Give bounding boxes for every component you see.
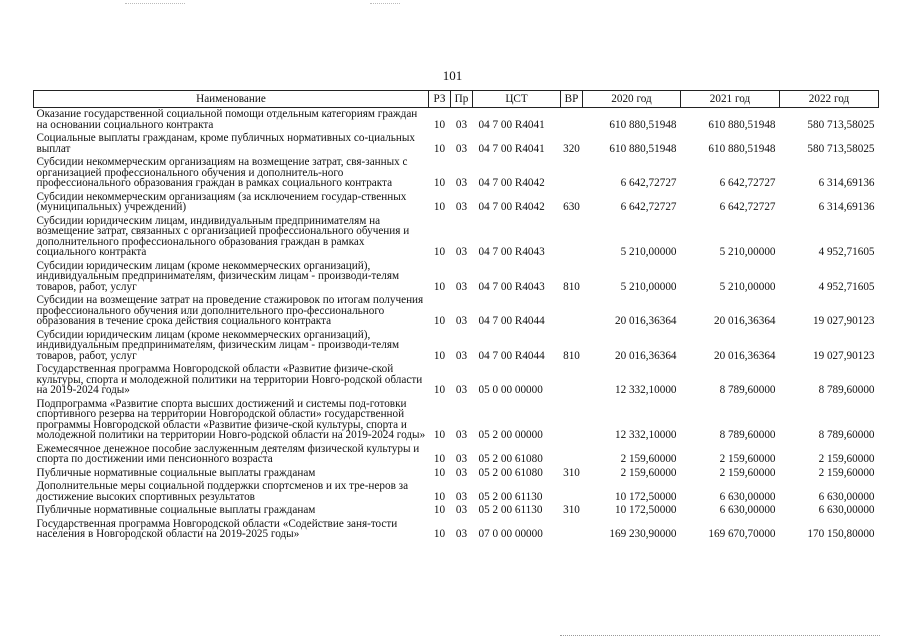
cell-pr: 03 xyxy=(455,528,468,540)
cell-name: Государственная программа Новгородской области «Содействие заня-тости населения в Новгородской области на 2019-2025 годы» xyxy=(36,517,398,540)
cell-vr xyxy=(561,108,583,133)
cell-2022: 6 314,69136 xyxy=(818,201,875,213)
cell-name: Оказание государственной социальной помощи отдельным категориям граждан на основании социального контракта xyxy=(36,108,418,131)
cell-2021: 6 642,72727 xyxy=(719,177,776,189)
cell-rz: 10 xyxy=(433,466,446,479)
cell-2022: 6 630,00000 xyxy=(818,490,875,503)
cell-rz: 10 xyxy=(433,349,446,362)
cell-pr: 03 xyxy=(455,384,468,396)
cell-rz: 10 xyxy=(433,118,446,131)
budget-table-container xyxy=(33,90,878,542)
cell-name: Ежемесячное денежное пособие заслуженным деятелям физической культуры и спорта по достижении ими пенсионного возраста xyxy=(36,442,420,465)
cell-2021: 610 880,51948 xyxy=(708,118,776,131)
cell-vr xyxy=(561,363,583,398)
cell-vr xyxy=(561,215,583,260)
cell-2021: 6 630,00000 xyxy=(719,504,776,516)
cell-rz: 10 xyxy=(433,504,446,516)
cell-rz: 10 xyxy=(433,177,446,189)
cell-name: Дополнительные меры социальной поддержки спортсменов и их тре-неров за достижение высоких спортивных результатов xyxy=(36,480,409,503)
cell-2022: 19 027,90123 xyxy=(812,349,875,362)
scan-artifact xyxy=(560,634,880,636)
cell-vr: 310 xyxy=(563,466,580,479)
cell-name: Государственная программа Новгородской области «Развитие физиче-ской культуры, спорта и молодежной политики на территории Новго-родской области на 2019-2024 годы» xyxy=(36,363,423,396)
cell-vr xyxy=(561,518,583,542)
cell-cst: 05 2 00 61080 xyxy=(478,466,543,479)
cell-vr: 630 xyxy=(563,201,580,213)
cell-2022: 170 150,80000 xyxy=(807,528,875,540)
cell-2020: 6 642,72727 xyxy=(620,177,677,189)
cell-2020: 169 230,90000 xyxy=(609,528,677,540)
table-row xyxy=(34,398,879,443)
cell-name: Публичные нормативные социальные выплаты гражданам xyxy=(36,466,316,479)
cell-pr: 03 xyxy=(455,246,468,258)
cell-rz: 10 xyxy=(433,490,446,503)
cell-2020: 5 210,00000 xyxy=(620,246,677,258)
table-row xyxy=(34,443,879,467)
table-row xyxy=(34,260,879,295)
cell-vr xyxy=(561,398,583,443)
cell-2022: 8 789,60000 xyxy=(818,384,875,396)
cell-vr xyxy=(561,156,583,191)
cell-pr: 03 xyxy=(455,142,468,155)
cell-2022: 580 713,58025 xyxy=(807,118,875,131)
cell-2020: 10 172,50000 xyxy=(614,504,677,516)
cell-rz: 10 xyxy=(433,384,446,396)
cell-cst: 05 2 00 00000 xyxy=(478,429,543,441)
table-row xyxy=(34,294,879,329)
cell-vr xyxy=(561,443,583,467)
cell-rz: 10 xyxy=(433,429,446,441)
scan-artifact xyxy=(125,2,185,4)
cell-vr: 310 xyxy=(563,504,580,516)
header-cst: ЦСТ xyxy=(473,91,561,108)
cell-rz: 10 xyxy=(433,280,446,293)
cell-2021: 6 642,72727 xyxy=(719,201,776,213)
table-row xyxy=(34,108,879,133)
cell-vr: 320 xyxy=(563,142,580,155)
header-pr: Пр xyxy=(451,91,473,108)
header-rz: РЗ xyxy=(429,91,451,108)
table-row xyxy=(34,467,879,481)
table-row xyxy=(34,504,879,518)
cell-vr xyxy=(561,294,583,329)
table-body xyxy=(34,108,879,542)
cell-cst: 05 0 00 00000 xyxy=(478,384,543,396)
header-2022: 2022 год xyxy=(780,91,879,108)
cell-rz: 10 xyxy=(433,201,446,213)
cell-name: Субсидии юридическим лицам, индивидуальным предпринимателям на возмещение затрат, связанных с организацией профессионального обучения и дополнительного профессионального образования граждан в рамках социального контракта xyxy=(36,214,410,258)
cell-pr: 03 xyxy=(455,466,468,479)
cell-pr: 03 xyxy=(455,315,468,327)
cell-cst: 04 7 00 R4041 xyxy=(478,142,545,155)
cell-rz: 10 xyxy=(433,453,446,465)
cell-2022: 19 027,90123 xyxy=(812,315,875,327)
cell-vr xyxy=(561,480,583,504)
cell-2022: 6 314,69136 xyxy=(818,177,875,189)
page-number: 101 xyxy=(442,68,463,83)
cell-2020: 2 159,60000 xyxy=(620,466,677,479)
table-row xyxy=(34,363,879,398)
cell-2022: 8 789,60000 xyxy=(818,429,875,441)
header-2021: 2021 год xyxy=(681,91,780,108)
cell-2020: 20 016,36364 xyxy=(614,315,677,327)
cell-cst: 05 2 00 61130 xyxy=(478,504,543,516)
table-row xyxy=(34,480,879,504)
cell-cst: 04 7 00 R4043 xyxy=(478,280,545,293)
table-header-row xyxy=(34,91,879,108)
cell-2021: 5 210,00000 xyxy=(719,280,776,293)
cell-2020: 6 642,72727 xyxy=(620,201,677,213)
cell-2022: 580 713,58025 xyxy=(807,142,875,155)
table-row xyxy=(34,215,879,260)
cell-cst: 04 7 00 R4042 xyxy=(478,201,545,213)
header-vr: ВР xyxy=(561,91,583,108)
cell-2021: 6 630,00000 xyxy=(719,490,776,503)
cell-pr: 03 xyxy=(455,349,468,362)
cell-name: Субсидии некоммерческим организациям (за исключением государ-ственных (муниципальных) учреждений) xyxy=(36,190,407,213)
cell-2022: 2 159,60000 xyxy=(818,466,875,479)
cell-2020: 10 172,50000 xyxy=(614,490,677,503)
header-name: Наименование xyxy=(34,91,429,108)
cell-cst: 04 7 00 R4041 xyxy=(478,118,545,131)
cell-2020: 12 332,10000 xyxy=(614,384,677,396)
cell-2020: 5 210,00000 xyxy=(620,280,677,293)
cell-rz: 10 xyxy=(433,142,446,155)
cell-rz: 10 xyxy=(433,528,446,540)
cell-rz: 10 xyxy=(433,246,446,258)
cell-2021: 2 159,60000 xyxy=(719,466,776,479)
cell-pr: 03 xyxy=(455,490,468,503)
cell-name: Публичные нормативные социальные выплаты гражданам xyxy=(36,504,316,516)
cell-2021: 5 210,00000 xyxy=(719,246,776,258)
cell-cst: 07 0 00 00000 xyxy=(478,528,543,540)
cell-pr: 03 xyxy=(455,177,468,189)
cell-pr: 03 xyxy=(455,201,468,213)
cell-name: Субсидии на возмещение затрат на проведение стажировок по итогам получения профессионального обучения или дополнительного про-фессионального образования в течение срока действия социального контракта xyxy=(36,294,424,327)
cell-2021: 610 880,51948 xyxy=(708,142,776,155)
cell-pr: 03 xyxy=(455,429,468,441)
cell-cst: 04 7 00 R4044 xyxy=(478,349,545,362)
cell-2021: 20 016,36364 xyxy=(713,315,776,327)
cell-pr: 03 xyxy=(455,280,468,293)
table-row xyxy=(34,191,879,215)
table-row xyxy=(34,518,879,542)
cell-vr: 810 xyxy=(563,349,580,362)
scan-artifact xyxy=(370,2,400,4)
cell-2022: 4 952,71605 xyxy=(818,246,875,258)
cell-2022: 2 159,60000 xyxy=(818,453,875,465)
cell-cst: 04 7 00 R4042 xyxy=(478,177,545,189)
cell-2022: 6 630,00000 xyxy=(818,504,875,516)
table-row xyxy=(34,329,879,364)
cell-2021: 20 016,36364 xyxy=(713,349,776,362)
cell-2022: 4 952,71605 xyxy=(818,280,875,293)
cell-name: Субсидии юридическим лицам (кроме некоммерческих организаций), индивидуальным предпринимателям, физическим лицам - производи-телям товаров, работ, услуг xyxy=(36,328,400,362)
header-2020: 2020 год xyxy=(583,91,681,108)
cell-2021: 8 789,60000 xyxy=(719,429,776,441)
cell-2020: 20 016,36364 xyxy=(614,349,677,362)
cell-name: Субсидии некоммерческим организациям на возмещение затрат, свя-занных с организацией профессионального обучения и дополнитель-ного профессионального образования граждан в рамках социального контракта xyxy=(36,156,408,189)
cell-cst: 04 7 00 R4044 xyxy=(478,315,545,327)
table-row xyxy=(34,132,879,156)
cell-2021: 169 670,70000 xyxy=(708,528,776,540)
cell-pr: 03 xyxy=(455,504,468,516)
cell-cst: 04 7 00 R4043 xyxy=(478,246,545,258)
cell-2020: 12 332,10000 xyxy=(614,429,677,441)
cell-2021: 8 789,60000 xyxy=(719,384,776,396)
cell-pr: 03 xyxy=(455,453,468,465)
cell-2020: 610 880,51948 xyxy=(609,142,677,155)
cell-name: Социальные выплаты гражданам, кроме публичных нормативных со-циальных выплат xyxy=(36,132,415,155)
cell-cst: 05 2 00 61130 xyxy=(478,490,543,503)
cell-name: Субсидии юридическим лицам (кроме некоммерческих организаций), индивидуальным предпринимателям, физическим лицам - производи-телям товаров, работ, услуг xyxy=(36,259,400,293)
cell-rz: 10 xyxy=(433,315,446,327)
cell-name: Подпрограмма «Развитие спорта высших достижений и системы под-готовки спортивного резерва на территории Новгородской области» государственной программы Новгородской области «Развитие физиче-ской культуры, спорта и молодежной политики на территории Новго-родской области на 2019-2024 годы» xyxy=(36,397,426,441)
cell-2020: 610 880,51948 xyxy=(609,118,677,131)
table-row xyxy=(34,156,879,191)
cell-2020: 2 159,60000 xyxy=(620,453,677,465)
cell-vr: 810 xyxy=(563,280,580,293)
budget-table xyxy=(33,90,879,542)
cell-2021: 2 159,60000 xyxy=(719,453,776,465)
cell-pr: 03 xyxy=(455,118,468,131)
cell-cst: 05 2 00 61080 xyxy=(478,453,543,465)
